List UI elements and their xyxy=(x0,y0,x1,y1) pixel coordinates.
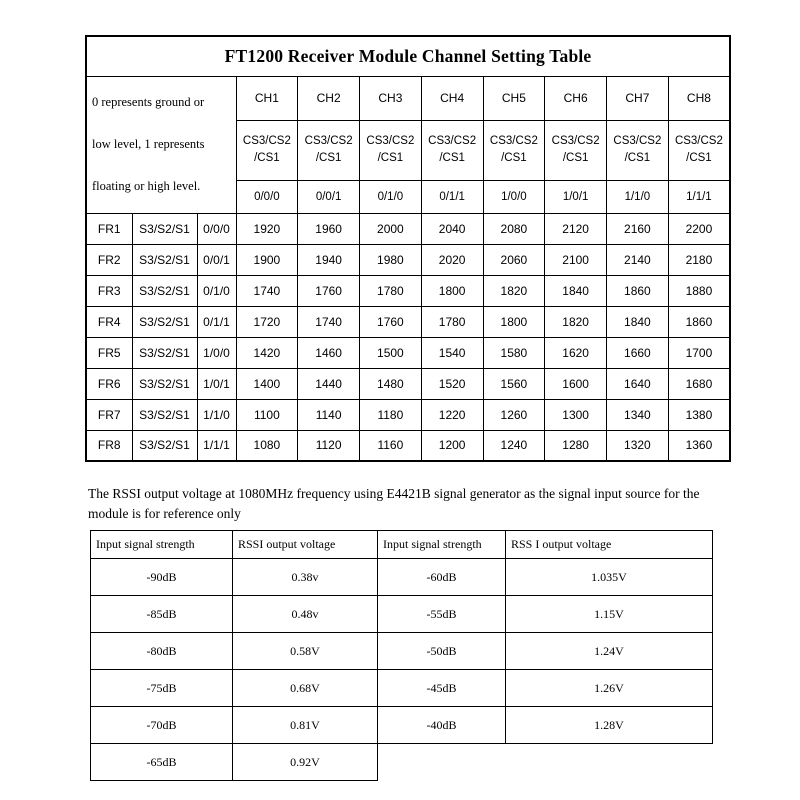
cs-code: 0/0/1 xyxy=(298,180,360,213)
output-voltage-value: 0.81V xyxy=(233,707,378,744)
cs-label: CS3/CS2 /CS1 xyxy=(668,120,730,180)
channel-header-ch5: CH5 xyxy=(483,76,545,120)
rssi-col-header-3: RSS I output voltage xyxy=(506,531,713,559)
freq-value: 1620 xyxy=(545,337,607,368)
freq-value: 1860 xyxy=(668,306,730,337)
signal-strength-value: -45dB xyxy=(378,670,506,707)
freq-value: 1980 xyxy=(360,244,422,275)
rssi-header-row xyxy=(91,531,713,559)
freq-value: 2200 xyxy=(668,213,730,244)
cs-code: 1/1/1 xyxy=(668,180,730,213)
legend-line: floating or high level. xyxy=(92,178,201,193)
fr-code: 0/0/1 xyxy=(197,244,236,275)
freq-value: 1080 xyxy=(236,430,298,461)
s-label: S3/S2/S1 xyxy=(132,368,197,399)
cs-label: CS3/CS2 /CS1 xyxy=(360,120,422,180)
channel-header-ch2: CH2 xyxy=(298,76,360,120)
freq-value: 2040 xyxy=(421,213,483,244)
output-voltage-value: 1.28V xyxy=(506,707,713,744)
freq-value: 1860 xyxy=(607,275,669,306)
output-voltage-value xyxy=(506,744,713,781)
freq-value: 1460 xyxy=(298,337,360,368)
freq-value: 1740 xyxy=(298,306,360,337)
rssi-row xyxy=(91,633,713,670)
freq-value: 1900 xyxy=(236,244,298,275)
channel-header-ch6: CH6 xyxy=(545,76,607,120)
freq-value: 1520 xyxy=(421,368,483,399)
signal-strength-value: -85dB xyxy=(91,596,233,633)
freq-value: 1960 xyxy=(298,213,360,244)
title-row xyxy=(86,36,730,76)
signal-strength-value xyxy=(378,744,506,781)
freq-value: 1240 xyxy=(483,430,545,461)
s-label: S3/S2/S1 xyxy=(132,275,197,306)
freq-value: 1300 xyxy=(545,399,607,430)
table-title: FT1200 Receiver Module Channel Setting Table xyxy=(86,36,730,76)
freq-value: 1200 xyxy=(421,430,483,461)
s-label: S3/S2/S1 xyxy=(132,399,197,430)
channel-header-ch1: CH1 xyxy=(236,76,298,120)
output-voltage-value: 1.035V xyxy=(506,559,713,596)
s-label: S3/S2/S1 xyxy=(132,244,197,275)
freq-value: 1480 xyxy=(360,368,422,399)
rssi-row xyxy=(91,596,713,633)
fr-code: 1/1/0 xyxy=(197,399,236,430)
cs-code: 1/0/0 xyxy=(483,180,545,213)
freq-value: 1740 xyxy=(236,275,298,306)
freq-value: 2120 xyxy=(545,213,607,244)
fr-code: 0/1/1 xyxy=(197,306,236,337)
s-label: S3/S2/S1 xyxy=(132,213,197,244)
fr-row-fr1 xyxy=(86,213,730,244)
freq-value: 1340 xyxy=(607,399,669,430)
s-label: S3/S2/S1 xyxy=(132,430,197,461)
fr-label: FR1 xyxy=(86,213,132,244)
fr-row-fr2 xyxy=(86,244,730,275)
fr-label: FR2 xyxy=(86,244,132,275)
fr-label: FR6 xyxy=(86,368,132,399)
fr-code: 1/0/1 xyxy=(197,368,236,399)
cs-label: CS3/CS2 /CS1 xyxy=(545,120,607,180)
cs-label: CS3/CS2 /CS1 xyxy=(236,120,298,180)
fr-code: 1/1/1 xyxy=(197,430,236,461)
freq-value: 1700 xyxy=(668,337,730,368)
freq-value: 1220 xyxy=(421,399,483,430)
fr-label: FR4 xyxy=(86,306,132,337)
fr-row-fr4 xyxy=(86,306,730,337)
freq-value: 1600 xyxy=(545,368,607,399)
freq-value: 2020 xyxy=(421,244,483,275)
rssi-col-header-1: RSSI output voltage xyxy=(233,531,378,559)
output-voltage-value: 1.24V xyxy=(506,633,713,670)
channel-header-row xyxy=(86,76,730,120)
freq-value: 1420 xyxy=(236,337,298,368)
output-voltage-value: 0.68V xyxy=(233,670,378,707)
channel-header-ch3: CH3 xyxy=(360,76,422,120)
cs-code: 1/0/1 xyxy=(545,180,607,213)
cs-label: CS3/CS2 /CS1 xyxy=(483,120,545,180)
freq-value: 1360 xyxy=(668,430,730,461)
signal-strength-value: -60dB xyxy=(378,559,506,596)
s-label: S3/S2/S1 xyxy=(132,337,197,368)
cs-label: CS3/CS2 /CS1 xyxy=(421,120,483,180)
freq-value: 1400 xyxy=(236,368,298,399)
rssi-col-header-2: Input signal strength xyxy=(378,531,506,559)
freq-value: 1760 xyxy=(298,275,360,306)
freq-value: 1940 xyxy=(298,244,360,275)
fr-code: 0/0/0 xyxy=(197,213,236,244)
freq-value: 2000 xyxy=(360,213,422,244)
cs-label: CS3/CS2 /CS1 xyxy=(607,120,669,180)
signal-strength-value: -80dB xyxy=(91,633,233,670)
output-voltage-value: 0.48v xyxy=(233,596,378,633)
output-voltage-value: 1.26V xyxy=(506,670,713,707)
channel-setting-table xyxy=(85,35,731,462)
freq-value: 1820 xyxy=(545,306,607,337)
rssi-row xyxy=(91,707,713,744)
fr-code: 1/0/0 xyxy=(197,337,236,368)
legend-line: low level, 1 represents xyxy=(92,136,205,151)
fr-label: FR8 xyxy=(86,430,132,461)
freq-value: 1560 xyxy=(483,368,545,399)
freq-value: 1120 xyxy=(298,430,360,461)
cs-label: CS3/CS2 /CS1 xyxy=(298,120,360,180)
freq-value: 1640 xyxy=(607,368,669,399)
fr-row-fr7 xyxy=(86,399,730,430)
freq-value: 1500 xyxy=(360,337,422,368)
fr-label: FR7 xyxy=(86,399,132,430)
s-label: S3/S2/S1 xyxy=(132,306,197,337)
rssi-voltage-table xyxy=(90,530,713,781)
fr-label: FR3 xyxy=(86,275,132,306)
freq-value: 1140 xyxy=(298,399,360,430)
freq-value: 1280 xyxy=(545,430,607,461)
freq-value: 2140 xyxy=(607,244,669,275)
freq-value: 1260 xyxy=(483,399,545,430)
freq-value: 1780 xyxy=(360,275,422,306)
output-voltage-value: 0.38v xyxy=(233,559,378,596)
fr-row-fr6 xyxy=(86,368,730,399)
freq-value: 2080 xyxy=(483,213,545,244)
signal-strength-value: -90dB xyxy=(91,559,233,596)
freq-value: 1180 xyxy=(360,399,422,430)
channel-header-ch7: CH7 xyxy=(607,76,669,120)
channel-header-ch8: CH8 xyxy=(668,76,730,120)
freq-value: 2180 xyxy=(668,244,730,275)
freq-value: 1160 xyxy=(360,430,422,461)
freq-value: 2100 xyxy=(545,244,607,275)
freq-value: 1880 xyxy=(668,275,730,306)
legend-cell xyxy=(86,76,236,213)
freq-value: 2160 xyxy=(607,213,669,244)
freq-value: 1820 xyxy=(483,275,545,306)
freq-value: 1920 xyxy=(236,213,298,244)
cs-code: 1/1/0 xyxy=(607,180,669,213)
legend-line: 0 represents ground or xyxy=(92,94,205,109)
fr-label: FR5 xyxy=(86,337,132,368)
freq-value: 1320 xyxy=(607,430,669,461)
freq-value: 1800 xyxy=(421,275,483,306)
signal-strength-value: -75dB xyxy=(91,670,233,707)
output-voltage-value: 0.58V xyxy=(233,633,378,670)
signal-strength-value: -40dB xyxy=(378,707,506,744)
fr-code: 0/1/0 xyxy=(197,275,236,306)
fr-row-fr8 xyxy=(86,430,730,461)
rssi-row xyxy=(91,744,713,781)
rssi-row xyxy=(91,670,713,707)
signal-strength-value: -70dB xyxy=(91,707,233,744)
freq-value: 2060 xyxy=(483,244,545,275)
cs-code: 0/1/0 xyxy=(360,180,422,213)
freq-value: 1780 xyxy=(421,306,483,337)
freq-value: 1680 xyxy=(668,368,730,399)
freq-value: 1660 xyxy=(607,337,669,368)
fr-row-fr5 xyxy=(86,337,730,368)
channel-header-ch4: CH4 xyxy=(421,76,483,120)
rssi-col-header-0: Input signal strength xyxy=(91,531,233,559)
freq-value: 1840 xyxy=(545,275,607,306)
signal-strength-value: -55dB xyxy=(378,596,506,633)
freq-value: 1580 xyxy=(483,337,545,368)
freq-value: 1540 xyxy=(421,337,483,368)
signal-strength-value: -65dB xyxy=(91,744,233,781)
fr-row-fr3 xyxy=(86,275,730,306)
freq-value: 1720 xyxy=(236,306,298,337)
freq-value: 1760 xyxy=(360,306,422,337)
rssi-note: The RSSI output voltage at 1080MHz frequency using E4421B signal generator as the signal input source for the module is for reference only xyxy=(88,486,700,521)
freq-value: 1440 xyxy=(298,368,360,399)
rssi-row xyxy=(91,559,713,596)
signal-strength-value: -50dB xyxy=(378,633,506,670)
freq-value: 1380 xyxy=(668,399,730,430)
cs-code: 0/1/1 xyxy=(421,180,483,213)
output-voltage-value: 0.92V xyxy=(233,744,378,781)
freq-value: 1100 xyxy=(236,399,298,430)
freq-value: 1800 xyxy=(483,306,545,337)
freq-value: 1840 xyxy=(607,306,669,337)
cs-code: 0/0/0 xyxy=(236,180,298,213)
output-voltage-value: 1.15V xyxy=(506,596,713,633)
